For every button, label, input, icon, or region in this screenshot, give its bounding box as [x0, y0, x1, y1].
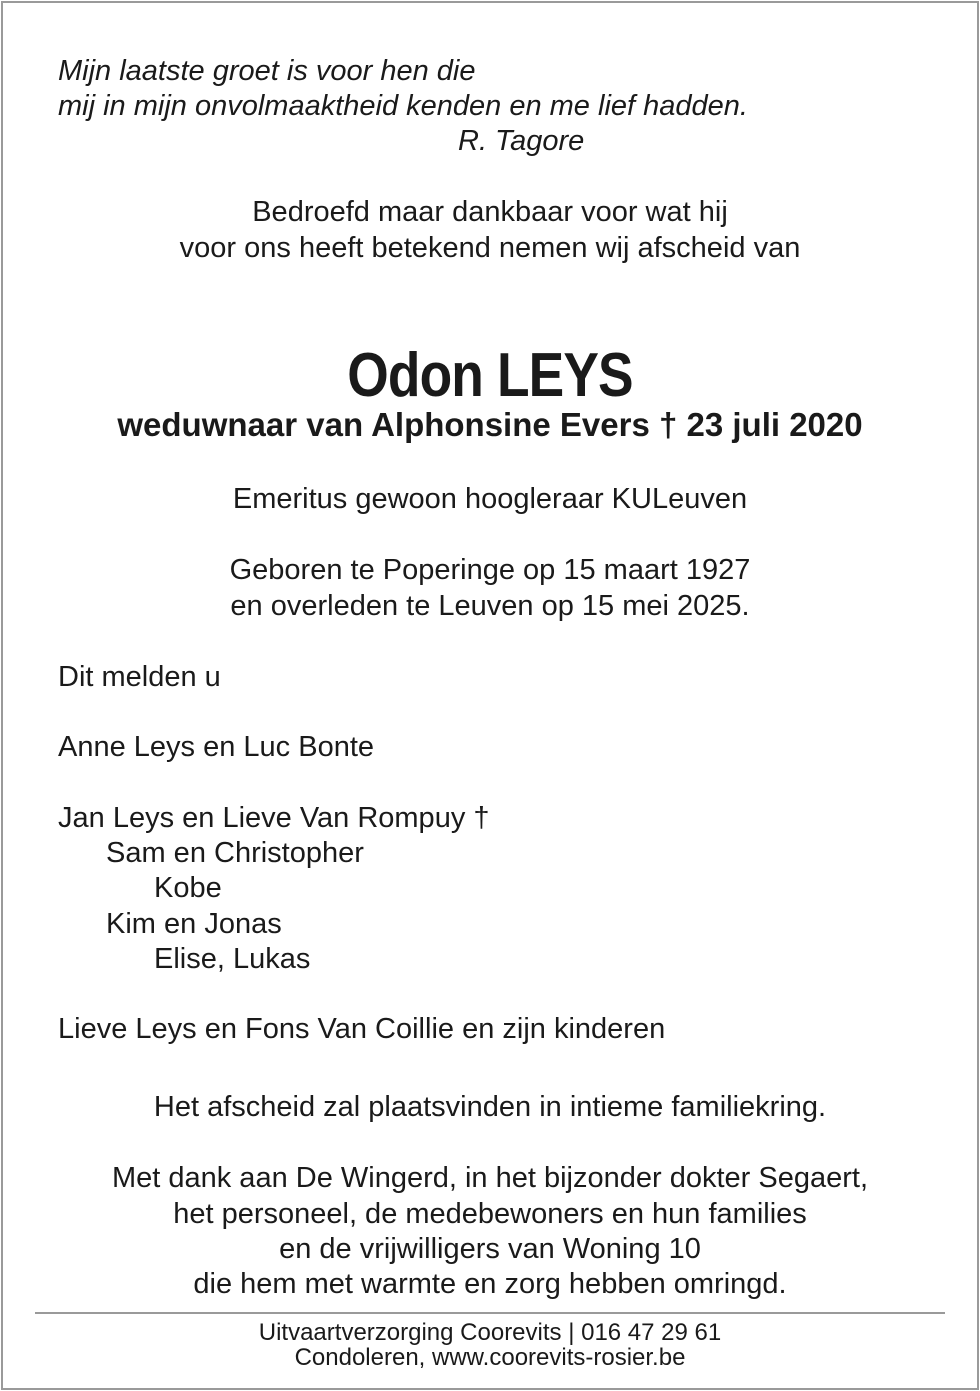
family-member: Jan Leys en Lieve Van Rompuy †: [58, 802, 490, 834]
quote-author: R. Tagore: [458, 125, 585, 157]
family-member: Elise, Lukas: [154, 943, 311, 975]
family-member: Kobe: [154, 872, 222, 904]
deceased-name: Odon LEYS: [347, 340, 633, 410]
widower-line: weduwnaar van Alphonsine Evers † 23 juli 2020: [117, 406, 863, 443]
footer-condolences: Condoleren, www.coorevits-rosier.be: [294, 1344, 686, 1371]
thanks-line-4: die hem met warmte en zorg hebben omringd.: [193, 1268, 787, 1300]
family-intro: Dit melden u: [58, 661, 221, 693]
died-line: en overleden te Leuven op 15 mei 2025.: [230, 590, 750, 622]
family-member: Sam en Christopher: [106, 837, 364, 869]
family-member: Kim en Jonas: [106, 908, 282, 940]
deceased-title: Emeritus gewoon hoogleraar KULeuven: [232, 483, 748, 515]
intro-line-2: voor ons heeft betekend nemen wij afscheid van: [179, 232, 801, 264]
intro-line-1: Bedroefd maar dankbaar voor wat hij: [252, 196, 728, 228]
thanks-line-2: het personeel, de medebewoners en hun families: [173, 1198, 807, 1230]
family-member: Anne Leys en Luc Bonte: [58, 731, 375, 763]
quote-line-1: Mijn laatste groet is voor hen die: [58, 55, 476, 87]
thanks-line-3: en de vrijwilligers van Woning 10: [279, 1233, 701, 1265]
born-line: Geboren te Poperinge op 15 maart 1927: [229, 554, 751, 586]
thanks-line-1: Met dank aan De Wingerd, in het bijzonder dokter Segaert,: [111, 1162, 869, 1194]
family-member: Lieve Leys en Fons Van Coillie en zijn kinderen: [58, 1013, 666, 1045]
quote-line-2: mij in mijn onvolmaaktheid kenden en me lief hadden.: [58, 90, 748, 122]
footer-funeral-home: Uitvaartverzorging Coorevits | 016 47 29 61: [258, 1319, 722, 1346]
ceremony-line: Het afscheid zal plaatsvinden in intieme familiekring.: [153, 1091, 827, 1123]
footer-divider: [35, 1312, 945, 1314]
